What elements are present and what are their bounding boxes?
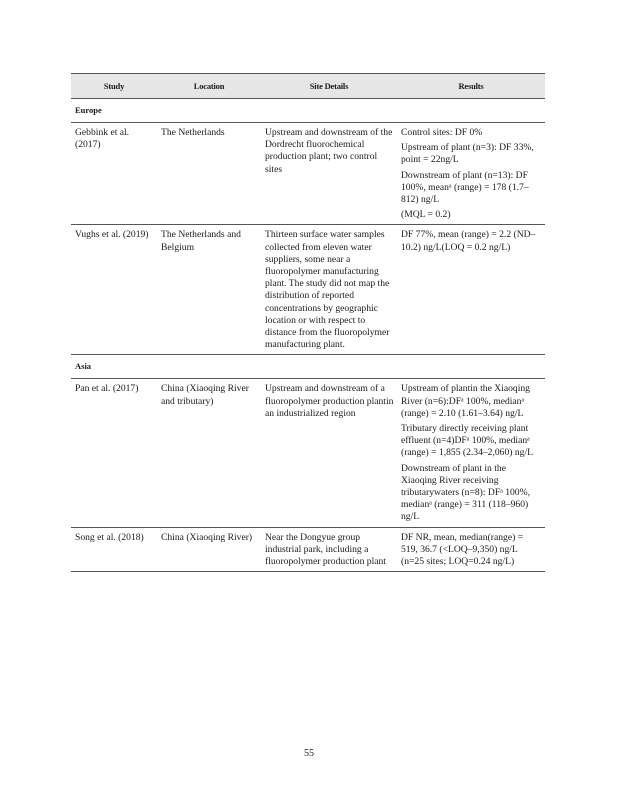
page-number: 55 xyxy=(304,748,314,759)
table-row xyxy=(71,123,545,225)
region-row-asia xyxy=(71,355,545,379)
table-row xyxy=(71,225,545,355)
location-cell: China (Xiaoqing River and tributary) xyxy=(157,379,261,527)
result-line: Downstream of plant in the Xiaoqing River receiving tributarywaters (n=8): DFᵃ 100%, medianᵃ (range) = 311 (118–960) ng/L xyxy=(401,462,530,523)
header-location: Location xyxy=(157,74,261,99)
results-cell xyxy=(397,527,545,572)
region-row-europe xyxy=(71,99,545,123)
location-cell: China (Xiaoqing River) xyxy=(157,527,261,572)
site-details-cell: Near the Dongyue group industrial park, including a fluoropolymer production plant xyxy=(261,527,397,572)
study-cell: Song et al. (2018) xyxy=(71,527,157,572)
table-header xyxy=(71,74,545,99)
table-row xyxy=(71,527,545,572)
header-results: Results xyxy=(397,74,545,99)
results-cell xyxy=(397,225,545,355)
study-cell: Vughs et al. (2019) xyxy=(71,225,157,355)
result-line: Downstream of plant (n=13): DF 100%, meanᵃ (range) = 178 (1.7–812) ng/L xyxy=(401,169,529,206)
results-cell xyxy=(397,379,545,527)
result-line: (MQL = 0.2) xyxy=(401,209,451,221)
location-cell: The Netherlands xyxy=(157,123,261,225)
site-details-cell: Upstream and downstream of a fluoropolymer production plantin an industrialized region xyxy=(261,379,397,527)
header-study: Study xyxy=(71,74,157,99)
table-body xyxy=(71,99,545,572)
results-cell xyxy=(397,123,545,225)
location-cell: The Netherlands and Belgium xyxy=(157,225,261,355)
header-row xyxy=(71,74,545,99)
result-line: Control sites: DF 0% xyxy=(401,127,483,138)
site-details-cell: Upstream and downstream of the Dordrecht fluorochemical production plant; two control sites xyxy=(261,123,397,225)
result-line: Upstream of plantin the Xiaoqing River (n=6):DFᵃ 100%, medianᵃ (range) = 2.10 (1.61–3.64) ng/L xyxy=(401,383,530,419)
table-row xyxy=(71,379,545,527)
study-cell: Gebbink et al. (2017) xyxy=(71,123,157,225)
pfas-study-table xyxy=(71,73,545,572)
region-label: Europe xyxy=(71,99,545,123)
result-line: DF 77%, mean (range) = 2.2 (ND–10.2) ng/L(LOQ = 0.2 ng/L) xyxy=(401,229,536,253)
result-line: Upstream of plant (n=3): DF 33%, point = 22ng/L xyxy=(401,142,534,166)
study-cell: Pan et al. (2017) xyxy=(71,379,157,527)
site-details-cell: Thirteen surface water samples collected from eleven water suppliers, some near a fluoropolymer manufacturing plant. The study did not map the distribution of reported concentrations by geographic location or with respect to distance from the fluoropolymer manufacturing plant. xyxy=(261,225,397,355)
result-line: DF NR, mean, median(range) = 519, 36.7 (<LOQ–9,350) ng/L (n=25 sites; LOQ=0.24 ng/L) xyxy=(401,531,524,568)
result-line: Tributary directly receiving plant effluent (n=4)DFᵃ 100%, medianᵃ (range) = 1,855 (2.34–2,060) ng/L xyxy=(401,423,533,459)
header-site-details: Site Details xyxy=(261,74,397,99)
region-label: Asia xyxy=(71,355,545,379)
